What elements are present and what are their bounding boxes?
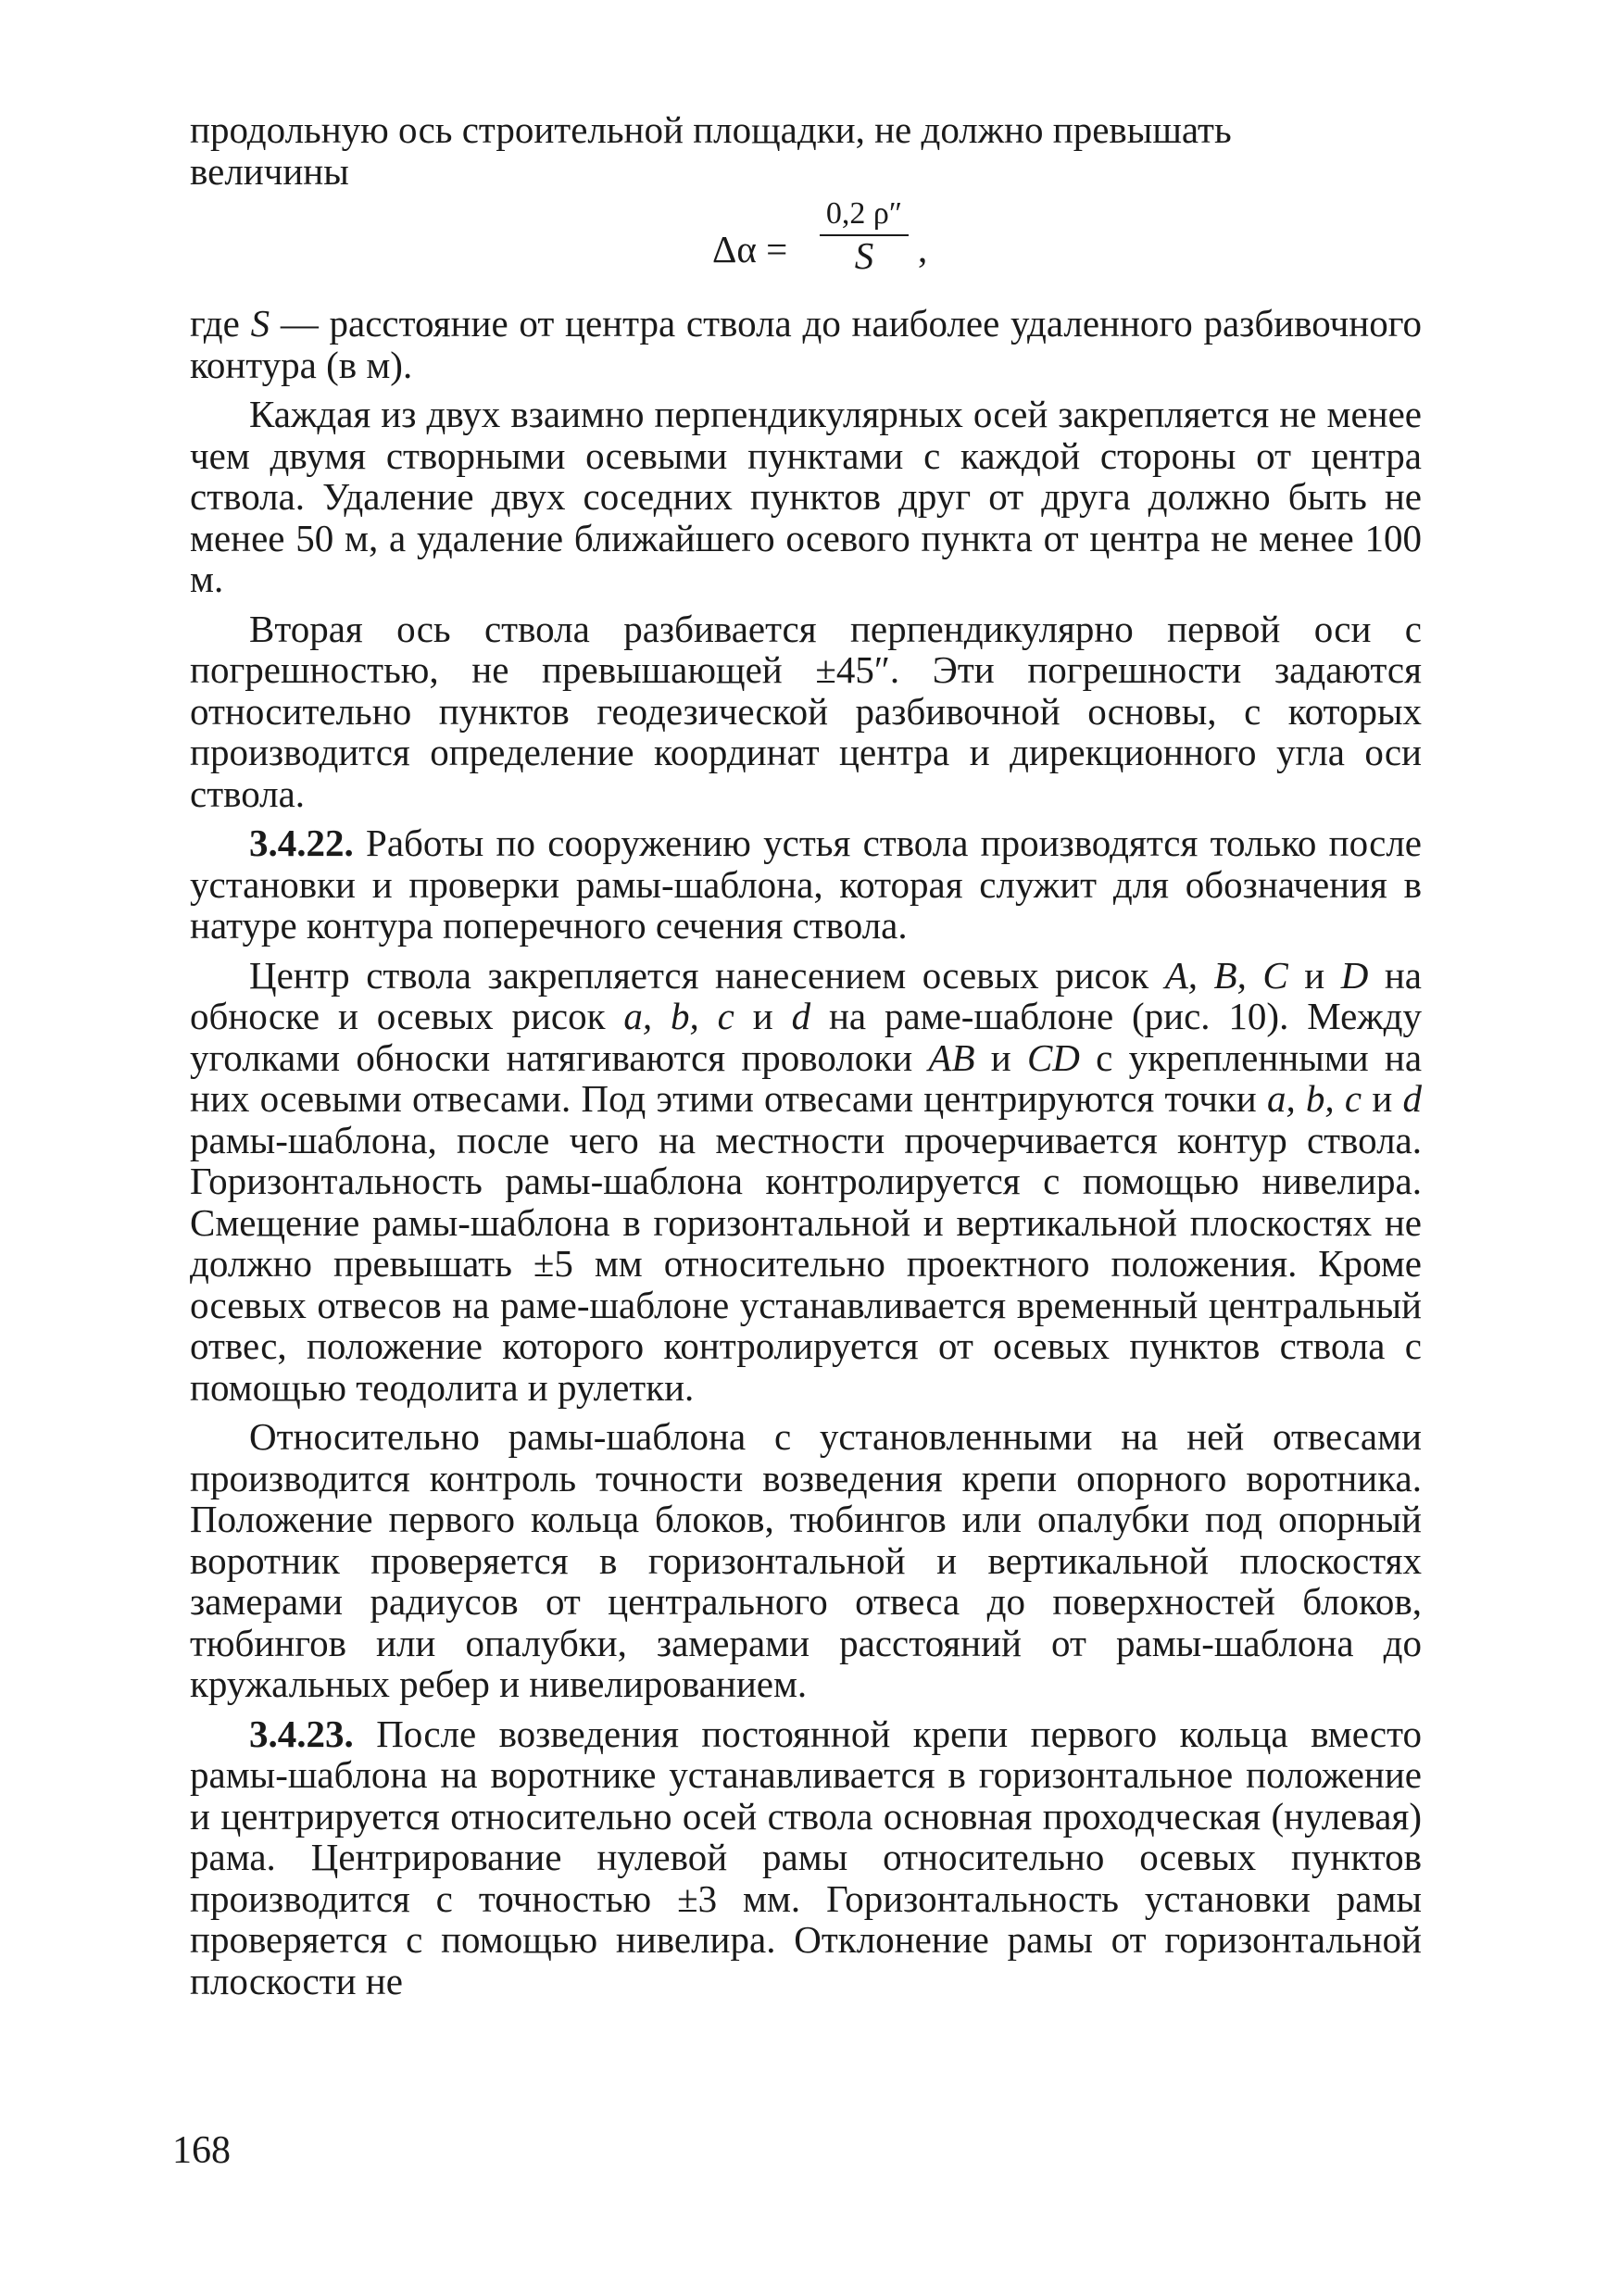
- intro-text: [190, 109, 1422, 192]
- wire-cd-label: CD: [1026, 1035, 1080, 1079]
- formula-comma: ,: [918, 228, 928, 270]
- paragraph-axes-fixing: Каждая из двух взаимно перпендикулярных осей закрепляется не менее чем двумя створными осевыми пунктами с каждой стороны от центра ствола. Удаление двух соседних пунктов друг от друга должно быть не менее 50 м, а удаление ближайшего осевого пункта от центра не менее 100 м.: [190, 393, 1422, 600]
- definition-prefix: где: [190, 302, 240, 345]
- paragraph-control: Относительно рамы-шаблона с установленными на ней отвесами производится контроль точности возведения крепи опорного воротника. Положение первого кольца блоков, тюбингов или опалубки под опорный воротник проверяется в горизонтальной и вертикальной плоскостях замерами радиусов от центрального отвеса до поверхностей блоков, тюбингов или опалубки, замерами расстояний от рамы-шаблона до кружальных ребер и нивелированием.: [190, 1415, 1422, 1705]
- text-run: и: [990, 1035, 1011, 1079]
- risk-label-d-upper: D: [1340, 953, 1369, 997]
- definition-symbol: S: [250, 302, 270, 345]
- risk-label-d-lower: d: [791, 995, 811, 1037]
- page-number: 168: [172, 2129, 231, 2172]
- text-run: на обноске и осевых рисок: [190, 953, 1422, 1037]
- formula-denominator: S: [854, 234, 874, 277]
- point-label-d: d: [1402, 1077, 1422, 1120]
- text-run: и: [1372, 1077, 1393, 1120]
- risk-labels-upper: A, B, C: [1164, 953, 1288, 997]
- section-number: 3.4.22.: [249, 822, 354, 864]
- section-text: Работы по сооружению устья ствола производятся только после установки и проверки рамы-шаблона, которая служит для обозначения в натуре контура поперечного сечения ствола.: [190, 822, 1422, 947]
- book-page: [190, 109, 1422, 2001]
- point-labels: a, b, c: [1266, 1077, 1362, 1120]
- section-3-4-22: [190, 822, 1422, 947]
- formula-delta-alpha: [190, 195, 1422, 297]
- paragraph-second-axis: Вторая ось ствола разбивается перпендикулярно первой оси с погрешностью, не превышающей ±45″. Эти погрешности задаются относительно пунктов геодезической разбивочной основы, с которых производится определение координат центра и дирекционного угла оси ствола.: [190, 607, 1422, 815]
- section-number: 3.4.23.: [249, 1712, 354, 1755]
- text-run: на раме-шаблоне (рис. 10). Между уголками обноски натягиваются проволоки: [190, 995, 1423, 1079]
- section-3-4-23: [190, 1713, 1422, 2002]
- definition-paragraph: [190, 303, 1422, 385]
- paragraph-shaft-center: [190, 955, 1422, 1409]
- definition-text: — расстояние от центра ствола до наиболее удаленного разбивочного контура (в м).: [190, 302, 1423, 386]
- text-run: Центр ствола закрепляется нанесением осевых рисок: [249, 953, 1149, 997]
- text-run: рамы-шаблона, после чего на местности прочерчивается контур ствола. Горизонтальность рамы-шаблона контролируется с помощью нивелира. Смещение рамы-шаблона в горизонтальной и вертикальной плоскостях не должно превышать ±5 мм относительно проектного положения. Кроме осевых отвесов на раме-шаблоне устанавливается временный центральный отвес, положение которого контролируется от осевых пунктов ствола с помощью теодолита и рулетки.: [190, 1118, 1422, 1409]
- risk-labels-lower: a, b, c: [623, 995, 734, 1037]
- section-text: После возведения постоянной крепи первого кольца вместо рамы-шаблона на воротнике устанавливается в горизонтальное положение и центрируется относительно осей ствола основная проходческая (нулевая) рама. Центрирование нулевой рамы относительно осевых пунктов производится с точностью ±3 мм. Горизонтальность установки рамы проверяется с помощью нивелира. Отклонение рамы от горизонтальной плоскости не: [190, 1712, 1423, 2002]
- formula-lhs: Δα =: [712, 228, 788, 270]
- text-run: и: [1304, 953, 1325, 997]
- intro-line-1: продольную ось строительной площадки, не должно превышать: [190, 108, 1232, 151]
- formula-numerator: 0,2 ρ″: [820, 195, 909, 236]
- text-run: с укрепленными на них осевыми отвесами. Под этими отвесами центрируются точки: [190, 1035, 1423, 1120]
- text-run: и: [752, 995, 773, 1037]
- wire-ab-label: AB: [928, 1035, 975, 1079]
- formula-fraction: [820, 195, 909, 275]
- intro-line-2: величины: [190, 149, 349, 193]
